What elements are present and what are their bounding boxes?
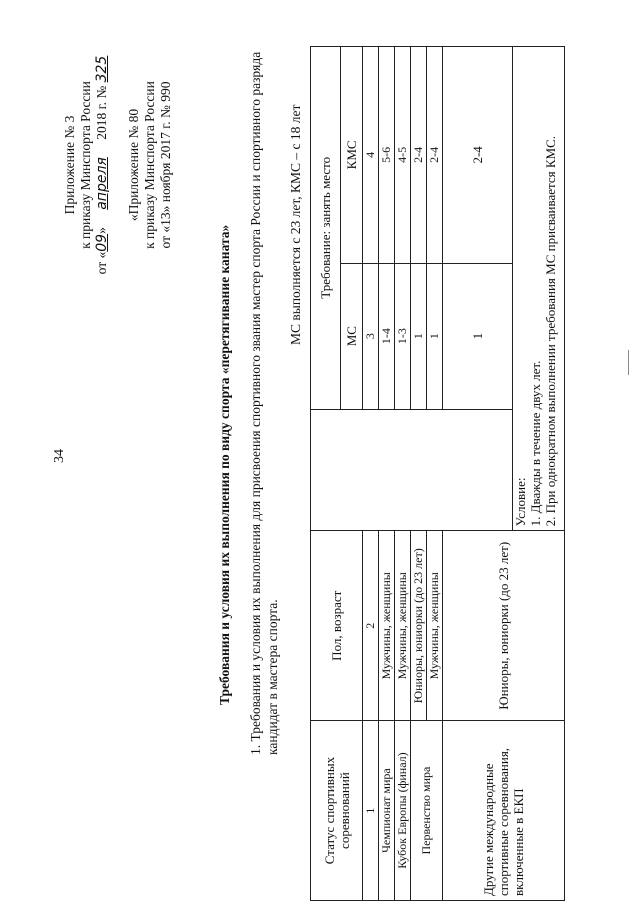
handwritten-number: 325 — [94, 55, 110, 83]
row-gender: Мужчины, женщины — [395, 531, 411, 721]
document-title: Требования и условия их выполнения по виду спорта «перетягивание каната» — [217, 224, 232, 705]
num-3: 3 — [363, 263, 379, 409]
header-line-4: «Приложение № 80 — [126, 108, 141, 222]
header-line-3: от «09» апреля 2018 г. № 325 — [94, 55, 110, 275]
conditions-cell — [513, 47, 565, 531]
row-kms: 2-4 — [411, 47, 427, 264]
header-gender: Пол, возраст — [311, 531, 363, 721]
row-ms: 1 — [411, 263, 427, 409]
condition-2: 2. При однократном выполнении требования МС присваивается КМС. — [543, 135, 558, 527]
num-1: 1 — [363, 721, 379, 901]
header-ms: МС — [341, 263, 363, 409]
row-kms: 5-6 — [379, 47, 395, 264]
header-line-6: от «13» ноября 2017 г. № 990 — [158, 81, 173, 249]
row-gender: Юниоры, юниорки (до 23 лет) — [443, 531, 565, 721]
header-block — [62, 15, 174, 315]
row-kms: 2-4 — [443, 47, 513, 264]
header-line-2: к приказу Минспорта России — [78, 81, 93, 249]
row-status: Первенство мира — [411, 721, 443, 901]
row-status: Кубок Европы (финал) — [395, 721, 411, 901]
header-requirement: Требование: занять место — [311, 47, 341, 410]
intro-paragraph: 1. Требования и условия их выполнения для присвоения спортивного звания мастер спорта России и спортивного разряда кандидат в мастера спорта. — [248, 51, 280, 755]
row-ms: 1 — [443, 263, 513, 409]
age-note: МС выполняется с 23 лет, КМС – с 18 лет — [288, 104, 303, 345]
handwritten-day: 09 — [94, 233, 110, 252]
row-gender: Мужчины, женщины — [379, 531, 395, 721]
condition-1: 1. Дважды в течение двух лет. — [528, 360, 543, 527]
row-gender: Юниоры, юниорки (до 23 лет) — [411, 531, 427, 721]
row-status: Другие международные спортивные соревнования, включенные в ЕКП — [443, 721, 565, 901]
header-status: Статус спортивных соревнований — [311, 721, 363, 901]
row-status: Чемпионат мира — [379, 721, 395, 901]
empty-col — [311, 409, 513, 531]
row-ms: 1-3 — [395, 263, 411, 409]
handwritten-month: апреля — [94, 157, 110, 210]
num-2: 2 — [363, 531, 379, 721]
row-gender: Мужчины, женщины — [427, 531, 443, 721]
row-kms: 2-4 — [427, 47, 443, 264]
header-kms: КМС — [341, 47, 363, 264]
num-4: 4 — [363, 47, 379, 264]
row-kms: 4-5 — [395, 47, 411, 264]
row-ms: 1-4 — [379, 263, 395, 409]
requirements-table — [310, 46, 565, 901]
conditions-title: Условие: — [513, 477, 528, 527]
row-ms: 1 — [427, 263, 443, 409]
header-line-5: к приказу Минспорта России — [142, 81, 157, 249]
header-line-1: Приложение № 3 — [62, 115, 77, 215]
page-number: 34 — [52, 449, 67, 463]
